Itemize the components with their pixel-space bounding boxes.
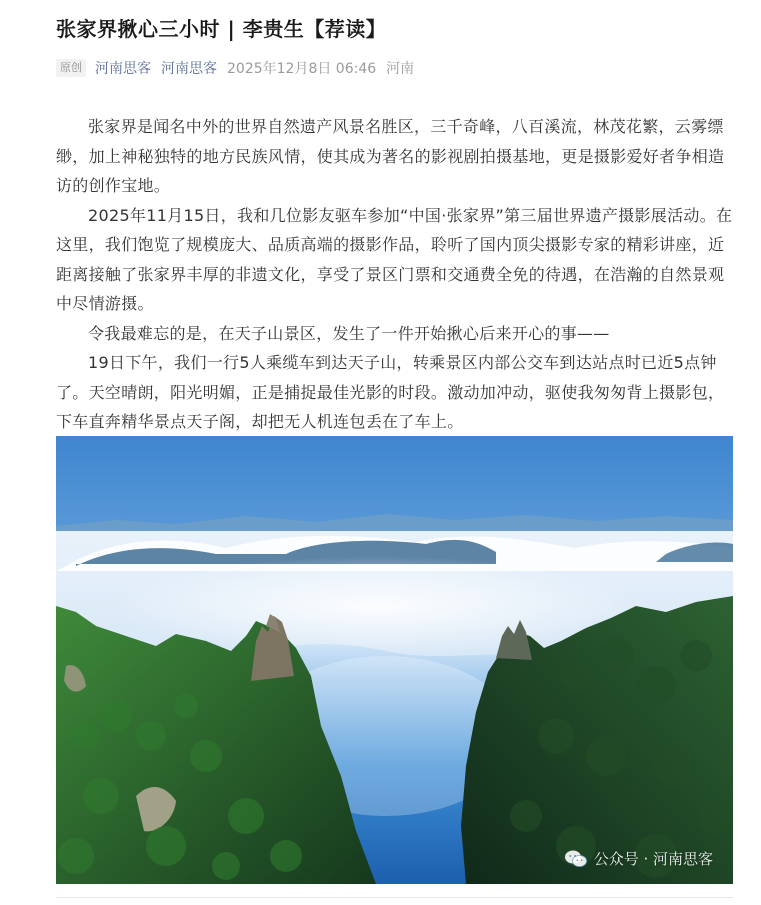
paragraph-2: 2025年11月15日，我和几位影友驱车参加“中国·张家界”第三届世界遗产摄影展活动。在这里，我们饱览了规模庞大、品质高端的摄影作品，聆听了国内顶尖摄影专家的精彩讲座，近距离接触了张家界丰厚的非遗文化，享受了景区门票和交通费全免的待遇，在浩瀚的自然景观中尽情游摄。 bbox=[56, 205, 733, 313]
paragraph-3: 令我最难忘的是，在天子山景区，发生了一件开始揪心后来开心的事—— bbox=[88, 323, 610, 343]
author-link[interactable]: 河南思客 bbox=[95, 61, 151, 77]
divider bbox=[56, 897, 733, 898]
original-badge: 原创 bbox=[56, 59, 86, 77]
article-body bbox=[56, 112, 736, 437]
wechat-icon bbox=[564, 849, 588, 869]
publish-location: 河南 bbox=[386, 61, 415, 77]
account-name-link[interactable]: 河南思客 bbox=[161, 61, 217, 77]
article-photo[interactable] bbox=[56, 436, 733, 884]
article-meta bbox=[56, 57, 424, 79]
watermark-text: 公众号 · 河南思客 bbox=[593, 850, 713, 868]
publish-date: 2025年12月8日 06:46 bbox=[227, 61, 377, 77]
paragraph-4: 19日下午，我们一行5人乘缆车到达天子山，转乘景区内部公交车到达站点时已近5点钟了。天空晴朗，阳光明媚，正是捕捉最佳光影的时段。激动加冲动，驱使我匆匆背上摄影包，下车直奔精华景点天子阁，却把无人机连包丢在了车上。 bbox=[56, 353, 725, 431]
landscape-photo bbox=[56, 436, 733, 884]
paragraph-1: 张家界是闻名中外的世界自然遗产风景名胜区，三千奇峰，八百溪流，林茂花繁，云雾缥缈，加上神秘独特的地方民族风情，使其成为著名的影视剧拍摄基地，更是摄影爱好者争相造访的创作宝地。 bbox=[56, 117, 725, 195]
image-watermark bbox=[564, 848, 713, 869]
article-title: 张家界揪心三小时 | 李贵生【荐读】 bbox=[56, 17, 387, 41]
